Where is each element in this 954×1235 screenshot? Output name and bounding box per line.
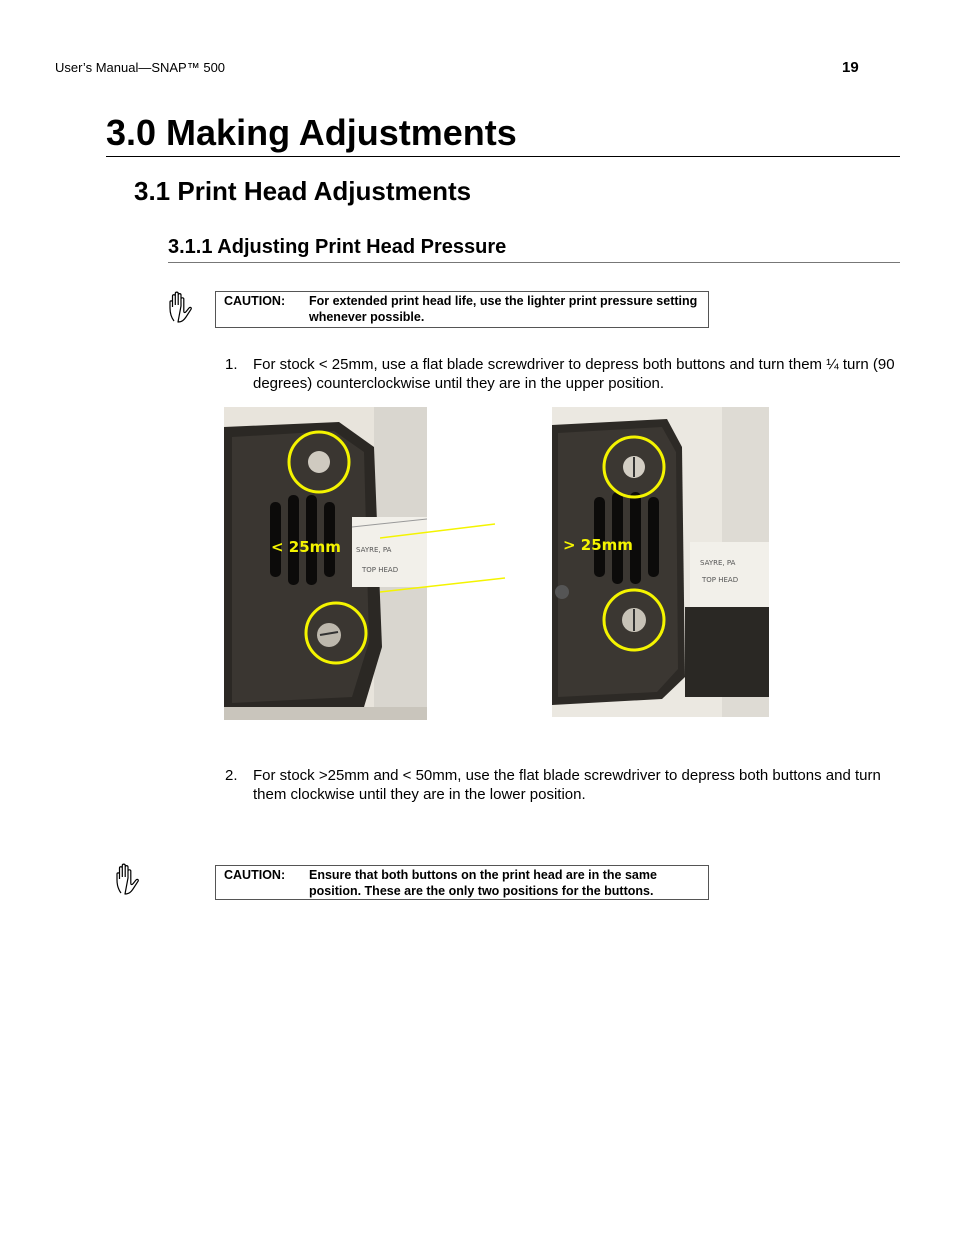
caution-label: CAUTION:: [224, 868, 286, 882]
photo-connector-lines: [380, 520, 510, 600]
list-item-number: 1.: [225, 356, 238, 373]
caution-text: For extended print head life, use the lighter print pressure setting whenever possible.: [309, 294, 698, 324]
list-item-text: For stock >25mm and < 50mm, use the flat blade screwdriver to depress both buttons and turn them clockwise until they are in the lower position.: [253, 767, 881, 803]
stock-size-label: < 25mm: [271, 538, 341, 556]
caution-label: CAUTION:: [224, 294, 286, 308]
label-stock-text: SAYRE, PA: [700, 559, 736, 567]
label-stock-text: TOP HEAD: [362, 566, 399, 574]
caution-hand-icon: [113, 862, 141, 896]
section-title: 3.0 Making Adjustments: [106, 112, 517, 153]
label-stock-text: TOP HEAD: [702, 576, 739, 584]
running-header: User’s Manual—SNAP™ 500: [55, 60, 226, 75]
caution-hand-icon: [166, 290, 194, 324]
page-number: 19: [842, 59, 859, 76]
list-item-number: 2.: [225, 767, 238, 784]
list-item-text: For stock < 25mm, use a flat blade screwdriver to depress both buttons and turn them ¼ turn (90 degrees) counterclockwise until they are in the upper position.: [253, 356, 895, 392]
label-stock-text: SAYRE, PA: [356, 546, 392, 554]
section-rule: [106, 156, 900, 157]
subsection-title: 3.1 Print Head Adjustments: [134, 176, 472, 206]
caution-box: [215, 865, 709, 900]
print-head-photo-drawing: [552, 407, 769, 717]
list-item: [225, 766, 900, 804]
subsubsection-rule: [168, 262, 900, 263]
list-item: [225, 355, 900, 393]
print-head-photo-lower: [552, 407, 769, 717]
caution-text: Ensure that both buttons on the print head are in the same position. These are the only two positions for the buttons.: [309, 868, 657, 898]
stock-size-label: > 25mm: [563, 536, 633, 554]
caution-box: [215, 291, 709, 328]
subsubsection-title: 3.1.1 Adjusting Print Head Pressure: [168, 236, 507, 258]
